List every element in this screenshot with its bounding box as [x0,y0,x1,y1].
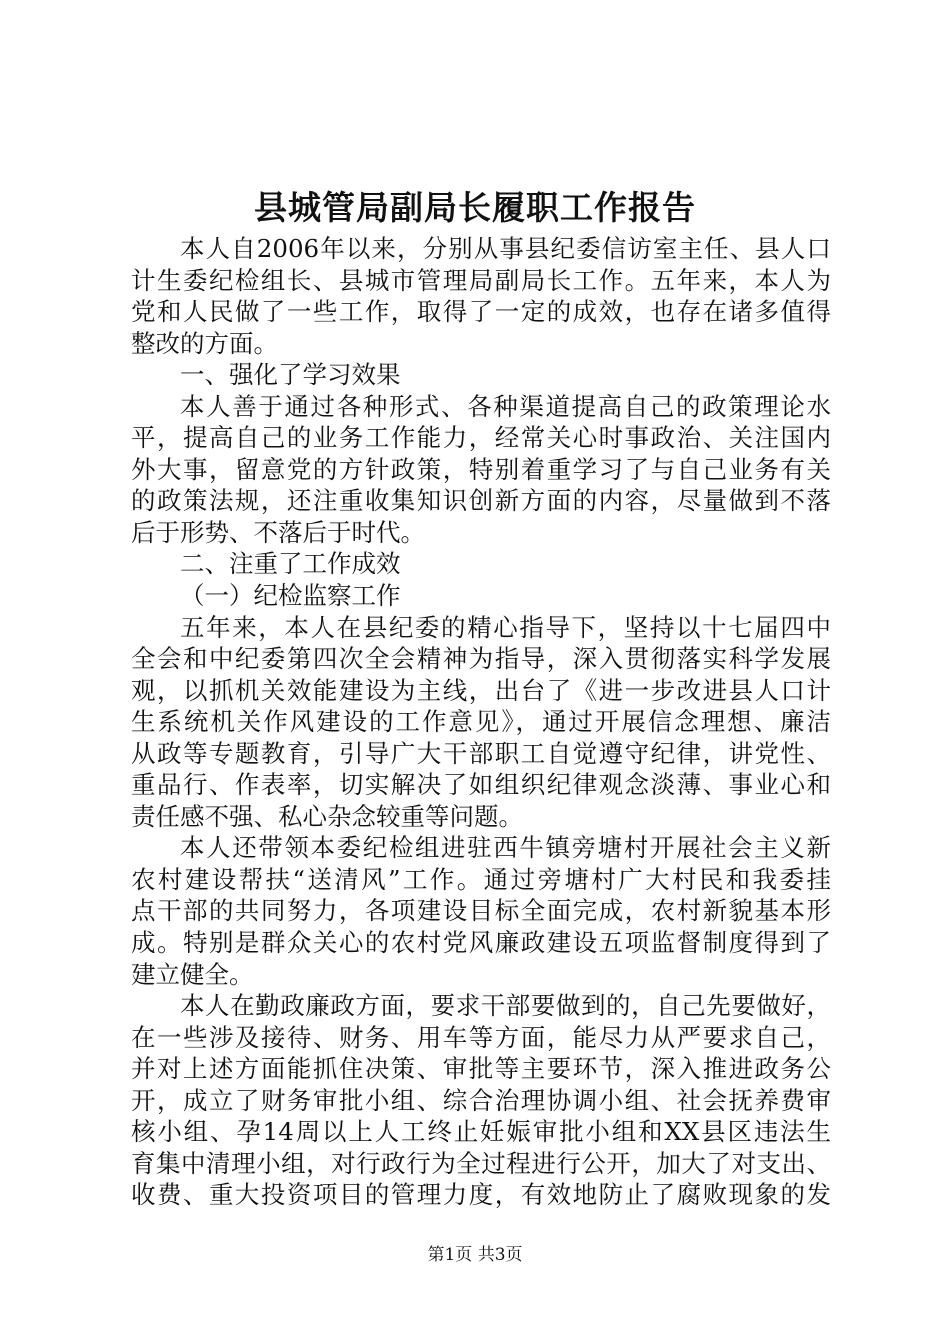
document-title: 县城管局副局长履职工作报告 [254,188,696,227]
text-line: 点干部的共同努力，各项建设目标全面完成，农村新貌基本形 [131,896,831,926]
text-line: 五年来，本人在县纪委的精心指导下，坚持以十七届四中 [180,612,831,642]
text-line: 平，提高自己的业务工作能力，经常关心时事政治、关注国内 [131,423,831,453]
text-line: 观，以抓机关效能建设为主线，出台了《进一步改进县人口计 [131,675,831,705]
text-line: 整改的方面。 [131,328,278,358]
text-line: 本人还带领本委纪检组进驻西牛镇旁塘村开展社会主义新 [180,833,831,863]
text-line: 育集中清理小组，对行政行为全过程进行公开，加大了对支出、 [131,1148,831,1178]
text-line: 本人自2006年以来，分别从事县纪委信访室主任、县人口 [180,234,831,263]
page-footer: 第1页 共3页 [427,1245,523,1265]
text-line: 一、强化了学习效果 [180,360,401,390]
text-line: 农村建设帮扶“送清风”工作。通过旁塘村广大村民和我委挂 [131,864,831,894]
text-line: 收费、重大投资项目的管理力度，有效地防止了腐败现象的发 [131,1180,831,1210]
text-line: （一）纪检监察工作 [180,581,401,611]
document-body [131,233,831,1211]
text-line: 并对上述方面能抓住决策、审批等主要环节，深入推进政务公 [131,1054,831,1084]
text-line: 责任感不强、私心杂念较重等问题。 [131,801,523,831]
text-line: 建立健全。 [131,959,254,989]
text-line: 外大事，留意党的方针政策，特别着重学习了与自己业务有关 [131,454,831,484]
text-line: 开，成立了财务审批小组、综合治理协调小组、社会抚养费审 [131,1085,831,1115]
text-line: 党和人民做了一些工作，取得了一定的成效，也存在诸多值得 [131,297,831,327]
text-line: 本人善于通过各种形式、各种渠道提高自己的政策理论水 [180,391,831,421]
text-line: 计生委纪检组长、县城市管理局副局长工作。五年来，本人为 [131,265,831,295]
text-line: 后于形势、不落后于时代。 [131,517,425,547]
text-line: 的政策法规，还注重收集知识创新方面的内容，尽量做到不落 [131,486,831,516]
text-line: 本人在勤政廉政方面，要求干部要做到的，自己先要做好， [180,991,831,1021]
text-line: 二、注重了工作成效 [180,549,401,579]
text-line: 核小组、孕14周以上人工终止妊娠审批小组和XX县区违法生 [131,1117,831,1147]
text-line: 生系统机关作风建设的工作意见》，通过开展信念理想、廉洁 [131,707,831,737]
text-line: 成。特别是群众关心的农村党风廉政建设五项监督制度得到了 [131,928,831,958]
text-line: 全会和中纪委第四次全会精神为指导，深入贯彻落实科学发展 [131,644,831,674]
text-line: 重品行、作表率，切实解决了如组织纪律观念淡薄、事业心和 [131,770,831,800]
text-line: 在一些涉及接待、财务、用车等方面，能尽力从严要求自己， [131,1022,831,1052]
text-line: 从政等专题教育，引导广大干部职工自觉遵守纪律，讲党性、 [131,738,831,768]
